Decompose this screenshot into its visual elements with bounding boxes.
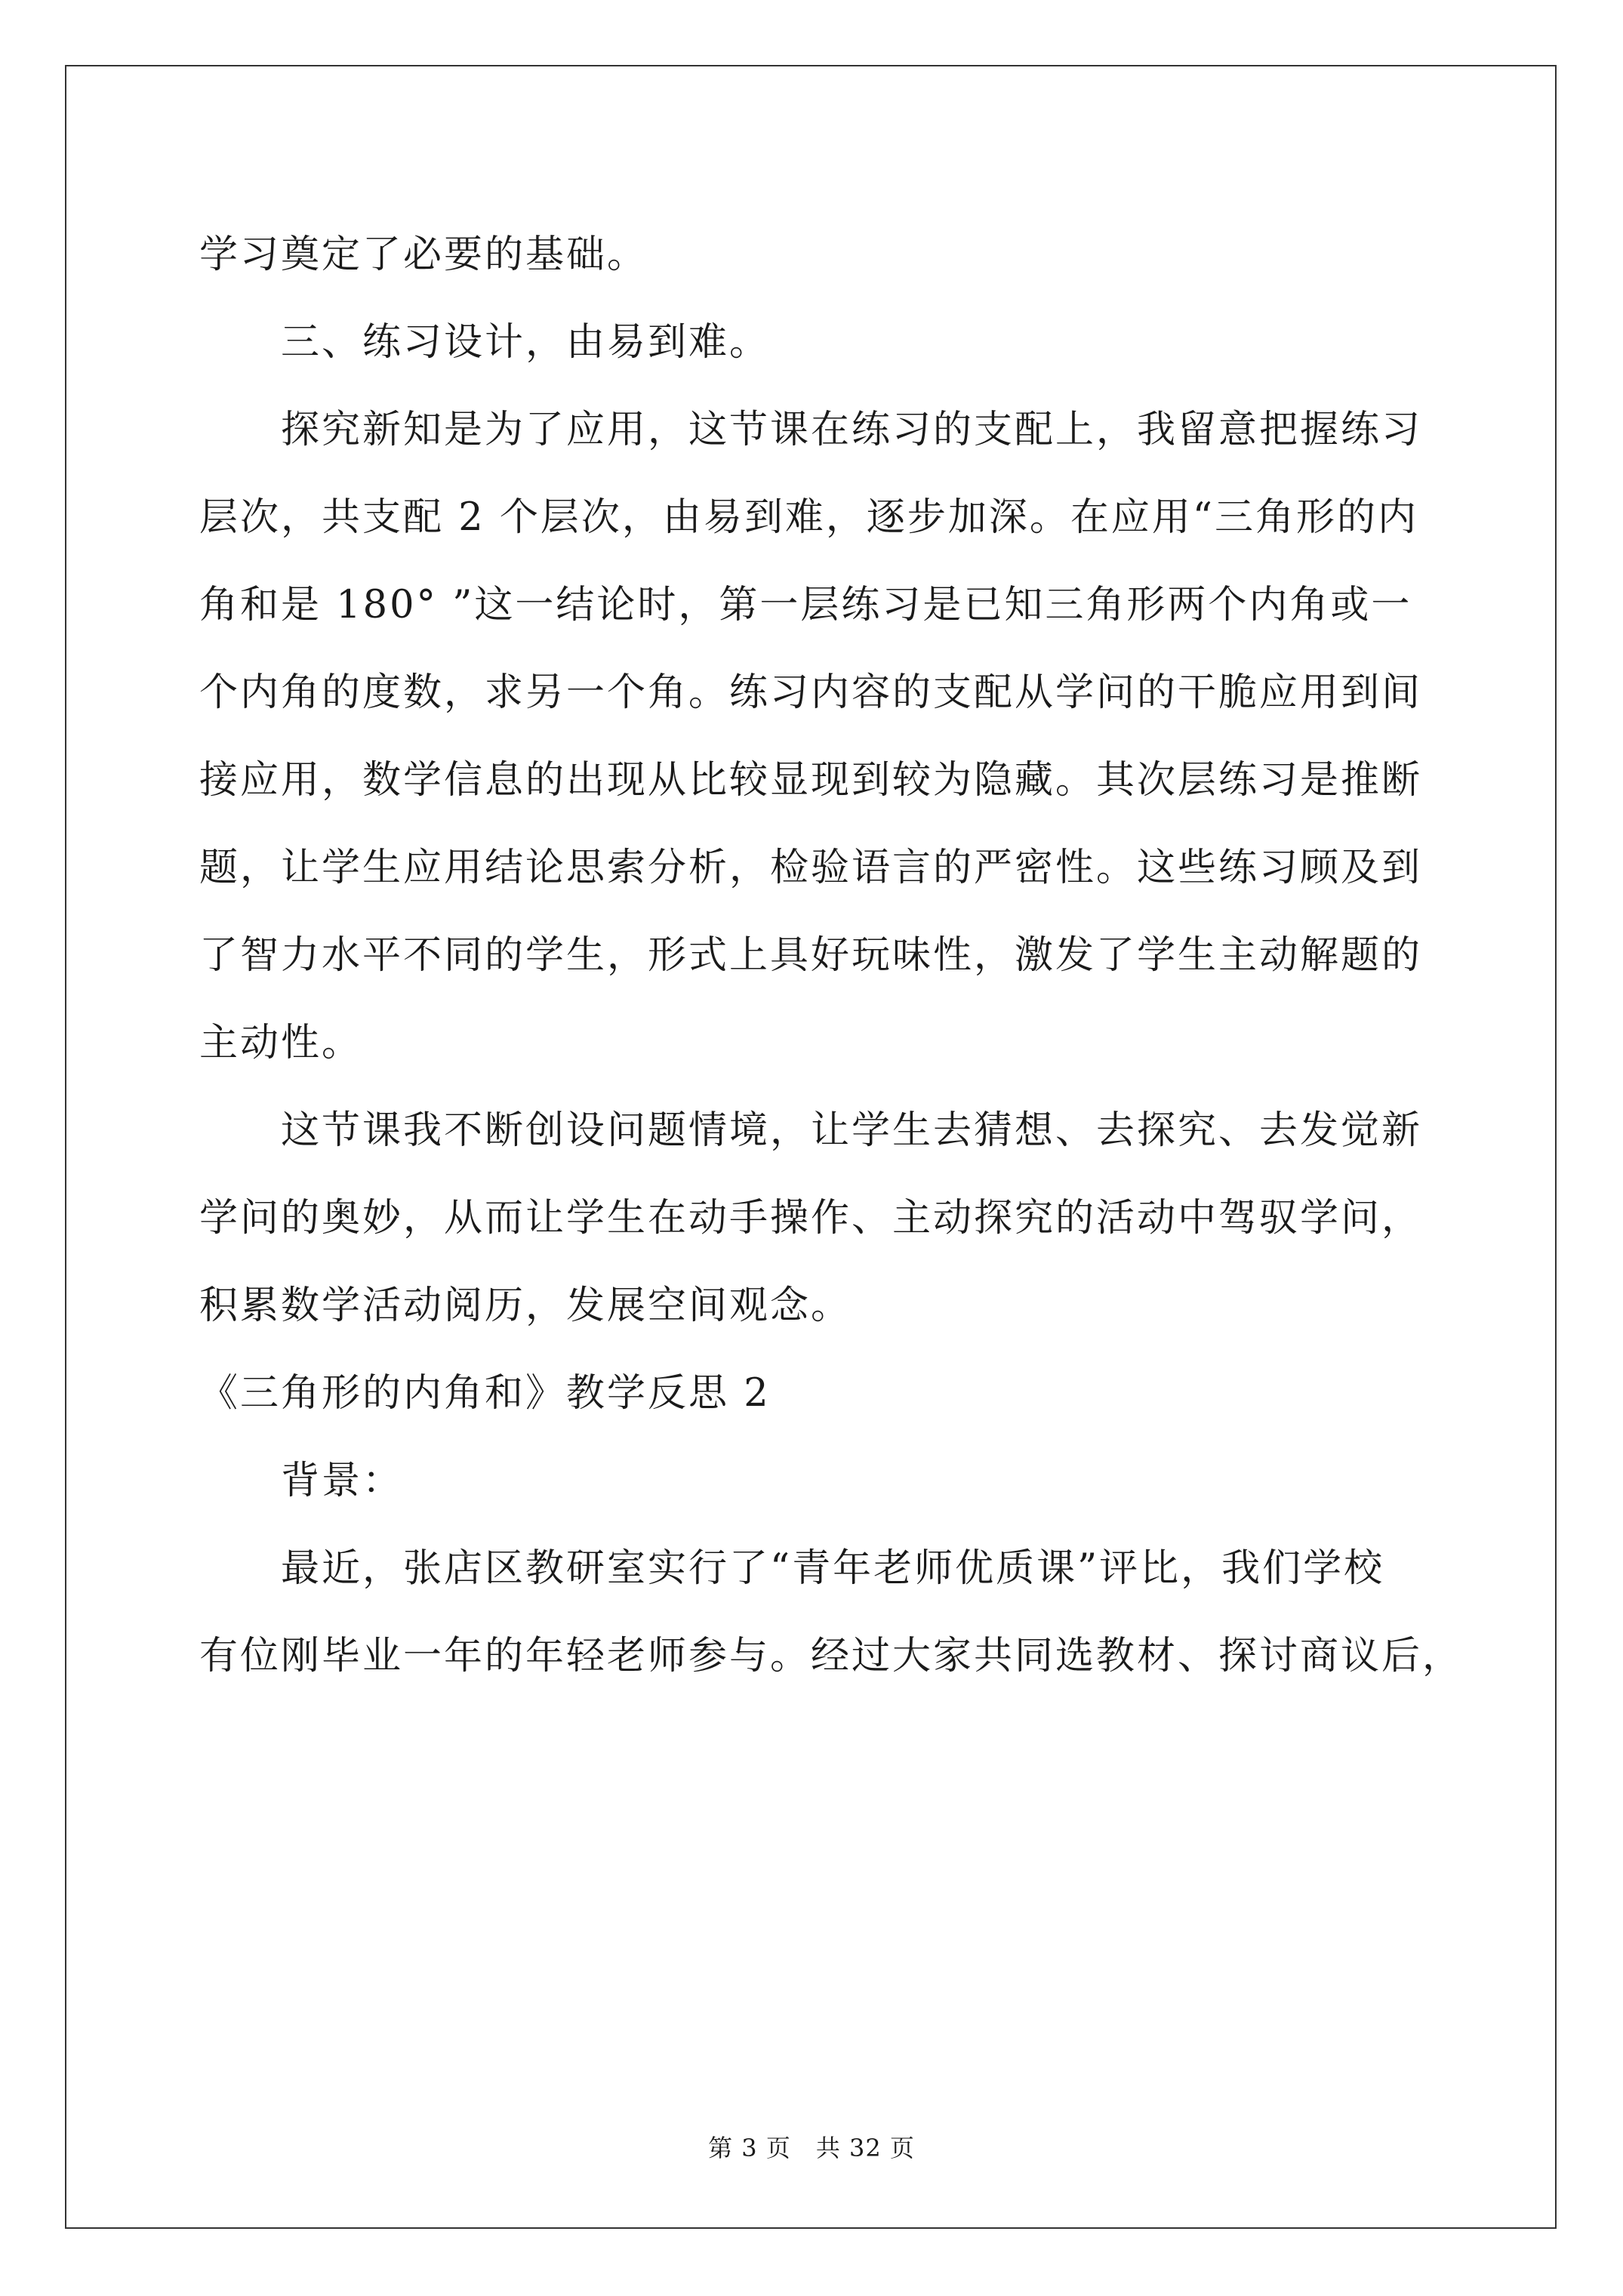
- paragraph-line: 层次，共支配 2 个层次，由易到难，逐步加深。在应用“三角形的内: [199, 495, 1418, 540]
- subheading: 背景：: [281, 1459, 404, 1503]
- document-body: [199, 211, 1464, 1700]
- paragraph-line: 接应用，数学信息的出现从比较显现到较为隐藏。其次层练习是推断: [199, 758, 1423, 803]
- paragraph-line: 有位刚毕业一年的年轻老师参与。经过大家共同选教材、探讨商议后，: [199, 1634, 1464, 1678]
- paragraph-line: 最近，张店区教研室实行了“青年老师优质课”评比，我们学校: [281, 1546, 1385, 1591]
- paragraph-line: 学问的奥妙，从而让学生在动手操作、主动探究的活动中驾驭学问，: [199, 1196, 1423, 1240]
- paragraph-line: 探究新知是为了应用，这节课在练习的支配上，我留意把握练习: [281, 408, 1423, 452]
- paragraph-line: 角和是 180° ”这一结论时，第一层练习是已知三角形两个内角或一: [199, 583, 1412, 627]
- paragraph-line: 个内角的度数，求另一个角。练习内容的支配从学问的干脆应用到间: [199, 670, 1423, 715]
- paragraph-line: 学习奠定了必要的基础。: [199, 233, 648, 277]
- paragraph-line: 积累数学活动阅历，发展空间观念。: [199, 1284, 852, 1328]
- paragraph-line: 题，让学生应用结论思索分析，检验语言的严密性。这些练习顾及到: [199, 846, 1423, 890]
- article-title: 《三角形的内角和》教学反思 2: [199, 1371, 771, 1416]
- paragraph-line: 了智力水平不同的学生，形式上具好玩味性，激发了学生主动解题的: [199, 933, 1423, 978]
- page-number-footer: 第 3 页 共 32 页: [708, 2134, 915, 2162]
- paragraph-line: 这节课我不断创设问题情境，让学生去猜想、去探究、去发觉新: [281, 1108, 1423, 1153]
- section-heading: 三、练习设计，由易到难。: [281, 320, 771, 365]
- paragraph-line: 主动性。: [199, 1021, 363, 1065]
